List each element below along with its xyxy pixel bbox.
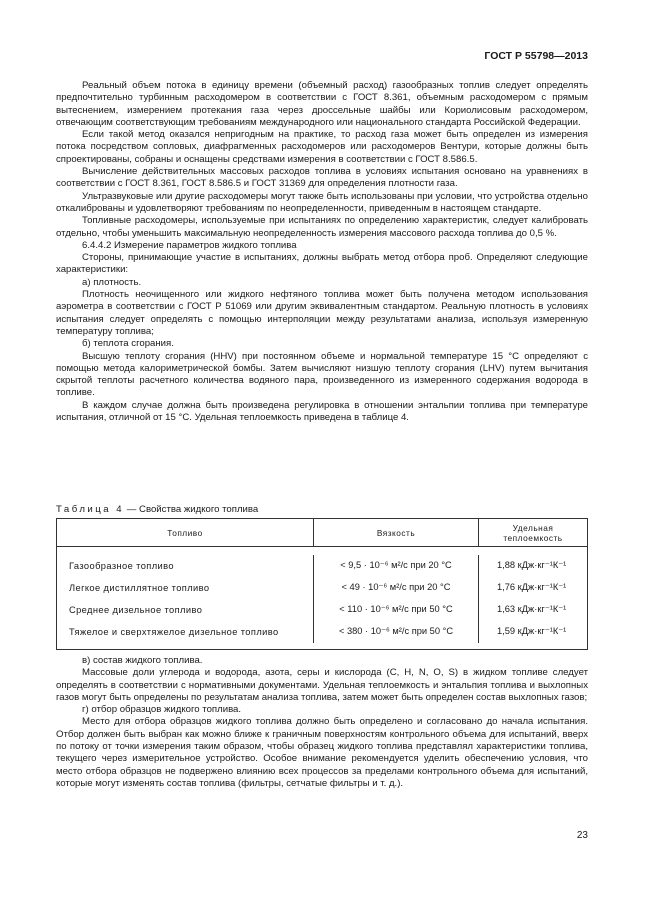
list-item: б) теплота сгорания. bbox=[82, 338, 174, 350]
body-text-after-table bbox=[56, 655, 588, 790]
cell-fuel: Тяжелое и сверхтяжелое дизельное топливо bbox=[57, 621, 314, 643]
paragraph: Вычисление действительных массовых расходов топлива в условиях испытания основано на уравнениях в соответствии с ГОСТ 8.361, ГОСТ 8.586.5 и ГОСТ 31369 для определения плотности газа. bbox=[56, 166, 588, 190]
paragraph: В каждом случае должна быть произведена регулировка в отношении энтальпии топлива при температуре испытания, отличной от 15 °С. Удельная теплоемкость приведена в таблице 4. bbox=[56, 399, 588, 424]
table-caption-prefix: Таблица 4 bbox=[56, 504, 125, 515]
paragraph: Массовые доли углерода и водорода, азота, серы и кислорода (С, Н, N, О, S) в жидком топливе следует определять в соответствии с нормативными документами. Удельная теплоемкость и энтальпия топлива и выхлопных газов могут быть определены по результатам анализа топлива, затем может быть определен состав выхлопных газов; bbox=[56, 667, 588, 703]
page-number: 23 bbox=[576, 830, 588, 841]
paragraph: Реальный объем потока в единицу времени (объемный расход) газообразных топлив следует определять предпочтительно турбинным расходомером в соответствии с ГОСТ 8.361, объемным расходомером с прямым вытеснением, измерением протекания газа через дроссельные шайбы или Кориолисовым расходомером, отвечающим соответствующим требованиям международного или национального стандарта Российской Федерации. bbox=[56, 80, 588, 128]
cell-heat-capacity: 1,76 кДж·кг⁻¹К⁻¹ bbox=[479, 577, 588, 599]
paragraph: Высшую теплоту сгорания (HHV) при постоянном объеме и нормальной температуре 15 °С определяют с помощью метода калориметрической бомбы. Затем вычисляют низшую теплоту сгорания (LHV) путем вычитания скрытой теплоты расчетного количества водяного пара, произведенного из измеренного содержания водорода в топливе. bbox=[56, 350, 588, 399]
cell-heat-capacity: 1,63 кДж·кг⁻¹К⁻¹ bbox=[479, 599, 588, 621]
paragraph: Если такой метод оказался непригодным на практике, то расход газа может быть определен из измерения потока посредством сопловых, диафрагменных расходомеров или расходомеров Вентури, которые должны быть спроектированы, собраны и оснащены средствами измерения в соответствии с ГОСТ 8.586.5. bbox=[56, 129, 588, 165]
cell-viscosity: < 110 · 10⁻⁶ м²/с при 50 °С bbox=[314, 599, 479, 621]
body-text-before-table bbox=[56, 80, 588, 424]
document-id: ГОСТ Р 55798—2013 bbox=[484, 50, 588, 62]
paragraph: Ультразвуковые или другие расходомеры могут также быть использованы при условии, что устройства отдельно откалиброваны и удовлетворяют требованиям по неопределенности, приведенным в настоящем стандарте. bbox=[56, 190, 588, 214]
table-row bbox=[57, 555, 588, 577]
cell-viscosity: < 49 · 10⁻⁶ м²/с при 20 °С bbox=[314, 577, 479, 599]
cell-viscosity: < 380 · 10⁻⁶ м²/с при 50 °С bbox=[314, 621, 479, 643]
paragraph: Стороны, принимающие участие в испытаниях, должны выбрать метод отбора проб. Определяют следующие характеристики: bbox=[56, 252, 588, 276]
fuel-properties-table bbox=[56, 518, 588, 650]
paragraph: Плотность неочищенного или жидкого нефтяного топлива может быть получена методом использования аэрометра в соответствии с ГОСТ Р 51069 или другим эквивалентным стандартом. Реальную плотность в условиях испытания следует определять с помощью интерполяции между результатами анализа, используя измеренную температуру топлива; bbox=[56, 289, 588, 337]
list-item: в) состав жидкого топлива. bbox=[82, 655, 203, 666]
list-item: а) плотность. bbox=[82, 276, 142, 288]
column-header-heat-capacity: Удельная теплоемкость bbox=[479, 519, 588, 547]
cell-fuel: Легкое дистиллятное топливо bbox=[57, 577, 314, 599]
cell-heat-capacity: 1,59 кДж·кг⁻¹К⁻¹ bbox=[479, 621, 588, 643]
table-row bbox=[57, 599, 588, 621]
cell-fuel: Среднее дизельное топливо bbox=[57, 599, 314, 621]
table-row bbox=[57, 577, 588, 599]
cell-heat-capacity: 1,88 кДж·кг⁻¹К⁻¹ bbox=[479, 555, 588, 577]
paragraph: Топливные расходомеры, используемые при испытаниях по определению характеристик, следует калибровать отдельно, чтобы уменьшить максимальную неопределенность измерения массового расхода топлива до 0,5 %. bbox=[56, 215, 588, 239]
paragraph: Место для отбора образцов жидкого топлива должно быть определено и согласовано до начала испытания. Отбор должен быть выбран как можно ближе к граничным поверхностям контрольного объема для испытаний, вверх по потоку от точки измерения таким образом, чтобы образец жидкого топлива представлял характеристики топлива, текущего через измерительное устройство. Особое внимание рекомендуется уделить обеспечению условия, что место отбора образцов не подвержено влиянию всех процессов за пределами контрольного объема для испытаний, которые могут изменять состав топлива (фильтры, сетчатые фильтры и т. д.). bbox=[56, 716, 588, 789]
column-header-viscosity: Вязкость bbox=[314, 519, 479, 547]
cell-viscosity: < 9,5 · 10⁻⁶ м²/с при 20 °С bbox=[314, 555, 479, 577]
table-row bbox=[57, 621, 588, 643]
table-caption bbox=[56, 504, 258, 515]
list-item: г) отбор образцов жидкого топлива. bbox=[82, 704, 242, 716]
column-header-fuel: Топливо bbox=[57, 519, 314, 547]
table-caption-title: — Свойства жидкого топлива bbox=[124, 504, 259, 515]
table-header-row bbox=[57, 519, 588, 547]
cell-fuel: Газообразное топливо bbox=[57, 555, 314, 577]
section-heading: 6.4.4.2 Измерение параметров жидкого топлива bbox=[82, 239, 297, 251]
